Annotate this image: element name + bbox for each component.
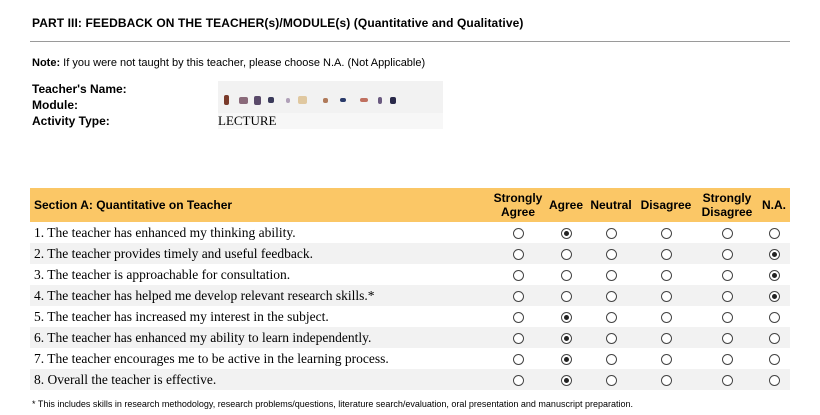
activity-type-label: Activity Type: [32, 114, 110, 128]
radio-button[interactable] [722, 291, 733, 302]
option-cell [586, 222, 636, 243]
radio-button[interactable] [606, 312, 617, 323]
radio-button[interactable] [513, 249, 524, 260]
option-cell [636, 369, 696, 390]
redacted-teacher-name [224, 94, 396, 106]
radio-button[interactable] [769, 249, 780, 260]
option-cell [758, 348, 790, 369]
radio-button[interactable] [561, 333, 572, 344]
option-cell [490, 348, 546, 369]
option-cell [696, 243, 758, 264]
option-cell [758, 306, 790, 327]
option-cell [696, 285, 758, 306]
redaction-blob [239, 97, 248, 104]
option-cell [636, 327, 696, 348]
radio-button[interactable] [722, 375, 733, 386]
radio-button[interactable] [513, 375, 524, 386]
option-cell [636, 348, 696, 369]
option-cell [546, 243, 586, 264]
option-cell [636, 306, 696, 327]
radio-button[interactable] [661, 291, 672, 302]
question-row [30, 243, 790, 264]
option-cell [696, 222, 758, 243]
radio-button[interactable] [661, 312, 672, 323]
option-cell [490, 264, 546, 285]
radio-button[interactable] [769, 375, 780, 386]
option-header: N.A. [758, 188, 790, 222]
option-cell [546, 369, 586, 390]
radio-button[interactable] [769, 333, 780, 344]
radio-button[interactable] [606, 333, 617, 344]
radio-button[interactable] [606, 270, 617, 281]
radio-button[interactable] [661, 375, 672, 386]
question-text: 6. The teacher has enhanced my ability to learn independently. [30, 327, 490, 348]
option-cell [586, 243, 636, 264]
redaction-blob [360, 98, 368, 102]
option-cell [758, 285, 790, 306]
option-cell [586, 285, 636, 306]
option-cell [546, 348, 586, 369]
redaction-blob [340, 98, 346, 102]
radio-button[interactable] [513, 354, 524, 365]
radio-button[interactable] [513, 270, 524, 281]
redaction-blob [254, 96, 261, 105]
option-cell [696, 327, 758, 348]
radio-button[interactable] [661, 228, 672, 239]
option-cell [586, 348, 636, 369]
radio-button[interactable] [722, 312, 733, 323]
redaction-blob [286, 98, 290, 103]
radio-button[interactable] [561, 375, 572, 386]
option-cell [586, 327, 636, 348]
option-cell [490, 369, 546, 390]
radio-button[interactable] [606, 249, 617, 260]
radio-button[interactable] [722, 270, 733, 281]
question-row [30, 327, 790, 348]
option-cell [546, 306, 586, 327]
option-cell [636, 222, 696, 243]
question-row [30, 222, 790, 243]
option-cell [546, 222, 586, 243]
redaction-blob [323, 98, 328, 103]
option-cell [696, 264, 758, 285]
redaction-blob [378, 97, 382, 104]
option-cell [758, 327, 790, 348]
option-cell [696, 306, 758, 327]
option-header: Strongly Agree [490, 188, 546, 222]
question-text: 1. The teacher has enhanced my thinking ability. [34, 224, 296, 240]
footnote: * This includes skills in research methodology, research problems/questions, literature search/evaluation, oral presentation and manuscript preparation. [32, 399, 633, 409]
module-label: Module: [32, 98, 78, 112]
question-text: 4. The teacher has helped me develop relevant research skills.* [30, 285, 490, 306]
radio-button[interactable] [606, 375, 617, 386]
question-text: 5. The teacher has increased my interest in the subject. [34, 308, 329, 324]
option-cell [636, 264, 696, 285]
note-label: Note: [32, 57, 61, 69]
option-cell [696, 348, 758, 369]
info-labels [32, 81, 127, 129]
redaction-blob [298, 96, 307, 104]
radio-button[interactable] [661, 249, 672, 260]
option-cell [490, 222, 546, 243]
radio-button[interactable] [769, 291, 780, 302]
radio-button[interactable] [561, 354, 572, 365]
radio-button[interactable] [606, 291, 617, 302]
option-cell [546, 285, 586, 306]
question-text: 8. Overall the teacher is effective. [30, 369, 490, 390]
option-header: Disagree [636, 188, 696, 222]
redaction-blob [268, 97, 274, 103]
option-cell [490, 285, 546, 306]
redaction-blob [390, 97, 396, 104]
question-text: 7. The teacher encourages me to be active in the learning process. [34, 350, 389, 366]
radio-button[interactable] [769, 270, 780, 281]
option-header: Strongly Disagree [696, 188, 758, 222]
radio-button[interactable] [661, 354, 672, 365]
radio-button[interactable] [661, 270, 672, 281]
radio-button[interactable] [513, 291, 524, 302]
section-a-table [30, 188, 790, 390]
question-row [30, 264, 790, 285]
note [32, 57, 425, 69]
radio-button[interactable] [722, 333, 733, 344]
option-cell [758, 243, 790, 264]
activity-type-value: LECTURE [218, 113, 277, 128]
option-cell [758, 369, 790, 390]
option-cell [586, 264, 636, 285]
radio-button[interactable] [722, 249, 733, 260]
radio-button[interactable] [561, 228, 572, 239]
option-cell [546, 264, 586, 285]
section-a-title: Section A: Quantitative on Teacher [30, 188, 490, 222]
option-cell [546, 327, 586, 348]
question-text: 2. The teacher provides timely and useful feedback. [30, 243, 490, 264]
radio-button[interactable] [561, 249, 572, 260]
radio-button[interactable] [513, 312, 524, 323]
radio-button[interactable] [561, 312, 572, 323]
radio-button[interactable] [561, 270, 572, 281]
table-header-row [30, 188, 790, 222]
divider [30, 41, 790, 42]
radio-button[interactable] [769, 354, 780, 365]
radio-button[interactable] [722, 354, 733, 365]
radio-button[interactable] [606, 228, 617, 239]
option-cell [696, 369, 758, 390]
question-row [30, 369, 790, 390]
redaction-blob [224, 95, 229, 105]
question-row [30, 285, 790, 306]
radio-button[interactable] [513, 333, 524, 344]
radio-button[interactable] [722, 228, 733, 239]
radio-button[interactable] [769, 312, 780, 323]
option-cell [586, 306, 636, 327]
radio-button[interactable] [661, 333, 672, 344]
radio-button[interactable] [606, 354, 617, 365]
radio-button[interactable] [769, 228, 780, 239]
option-cell [636, 243, 696, 264]
question-row [30, 348, 790, 369]
option-cell [636, 285, 696, 306]
option-cell [586, 369, 636, 390]
option-cell [758, 222, 790, 243]
question-text: 3. The teacher is approachable for consultation. [34, 266, 291, 282]
teacher-name-label: Teacher's Name: [32, 82, 127, 96]
option-header: Neutral [586, 188, 636, 222]
option-cell [758, 264, 790, 285]
questions-body [30, 222, 790, 390]
question-row [30, 306, 790, 327]
option-cell [490, 327, 546, 348]
note-text: If you were not taught by this teacher, please choose N.A. (Not Applicable) [60, 57, 426, 69]
radio-button[interactable] [561, 291, 572, 302]
part-title: PART III: FEEDBACK ON THE TEACHER(s)/MODULE(s) (Quantitative and Qualitative) [32, 16, 524, 30]
radio-button[interactable] [513, 228, 524, 239]
option-cell [490, 306, 546, 327]
option-header: Agree [546, 188, 586, 222]
option-cell [490, 243, 546, 264]
